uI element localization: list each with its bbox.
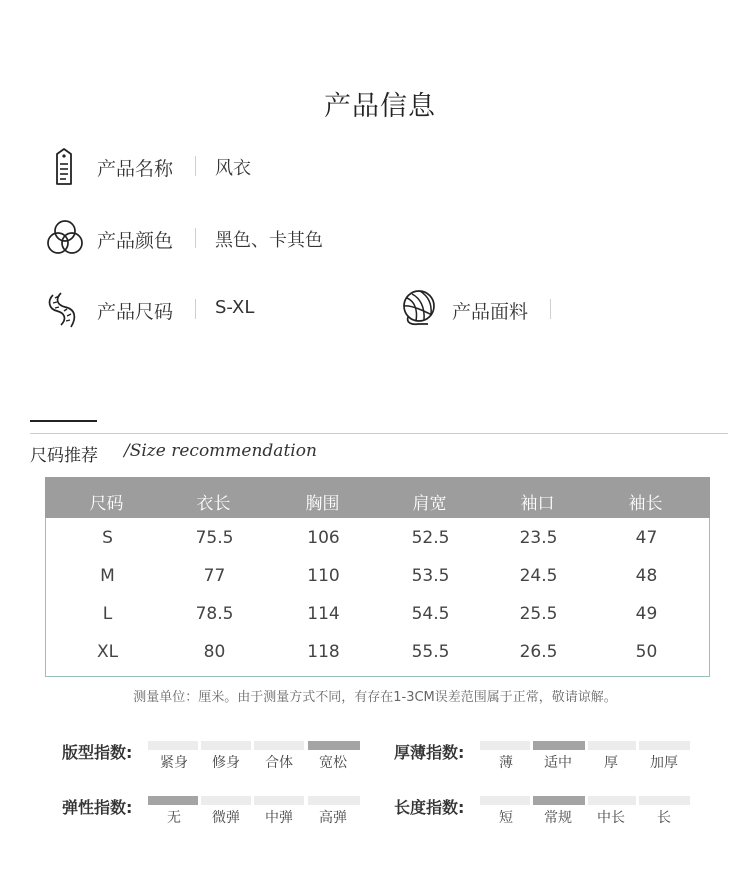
table-header-cell: 袖口 <box>520 494 555 514</box>
index-segment <box>588 796 636 805</box>
table-cell: 110 <box>307 566 340 586</box>
index-segment <box>480 741 530 750</box>
info-row-size <box>45 289 365 329</box>
table-cell: 114 <box>307 604 340 624</box>
index-option: 无 <box>167 810 181 826</box>
index-option: 微弹 <box>212 810 240 826</box>
table-cell: 24.5 <box>519 566 558 586</box>
info-value-name: 风衣 <box>215 158 251 179</box>
info-value-color: 黑色、卡其色 <box>215 230 323 251</box>
table-header-cell: 肩宽 <box>412 494 447 514</box>
index-segment <box>533 796 585 805</box>
index-option: 中长 <box>597 810 625 826</box>
index-label-elasticity: 弹性指数: <box>62 798 133 817</box>
index-option: 合体 <box>265 755 293 771</box>
yarn-ball-icon <box>400 289 440 329</box>
table-row <box>46 528 709 566</box>
index-label-length: 长度指数: <box>394 798 465 817</box>
size-section-title: 尺码推荐 <box>30 446 98 466</box>
table-cell: M <box>100 566 115 586</box>
index-option: 中弹 <box>265 810 293 826</box>
measurement-note: 测量单位：厘米。由于测量方式不同，有存在1-3CM误差范围属于正常，敬请谅解。 <box>133 690 617 705</box>
table-header-cell: 胸围 <box>305 494 340 514</box>
table-cell: 80 <box>203 642 226 662</box>
table-cell: 49 <box>635 604 658 624</box>
table-row <box>46 642 709 680</box>
table-header-cell: 尺码 <box>89 494 124 514</box>
page-title: 产品信息 <box>324 91 436 122</box>
index-segment <box>480 796 530 805</box>
table-cell: 23.5 <box>519 528 558 548</box>
table-cell: 47 <box>635 528 658 548</box>
color-circles-icon <box>45 218 85 258</box>
index-option: 宽松 <box>319 755 347 771</box>
index-label-fit: 版型指数: <box>62 743 133 762</box>
index-segment <box>308 741 360 750</box>
index-option: 短 <box>499 810 513 826</box>
index-option: 常规 <box>544 810 572 826</box>
table-cell: 54.5 <box>411 604 450 624</box>
separator <box>550 299 551 319</box>
info-value-size: S-XL <box>215 297 255 318</box>
info-label-color: 产品颜色 <box>97 230 174 252</box>
index-option: 薄 <box>499 755 513 771</box>
index-option: 加厚 <box>650 755 678 771</box>
size-table <box>45 477 710 677</box>
table-cell: S <box>102 528 113 548</box>
separator <box>195 228 196 248</box>
separator <box>195 299 196 319</box>
index-segment <box>148 741 198 750</box>
index-option: 适中 <box>544 755 572 771</box>
info-label-fabric: 产品面料 <box>452 301 529 323</box>
index-label-thickness: 厚薄指数: <box>394 743 465 762</box>
info-row-color <box>45 218 365 258</box>
table-cell: 50 <box>635 642 658 662</box>
table-cell: 118 <box>307 642 340 662</box>
table-row <box>46 566 709 604</box>
table-header <box>45 477 710 518</box>
index-option: 修身 <box>212 755 240 771</box>
info-label-name: 产品名称 <box>97 158 174 180</box>
index-option: 高弹 <box>319 810 347 826</box>
tape-measure-icon <box>45 289 85 329</box>
index-segment <box>639 796 690 805</box>
table-cell: L <box>102 604 113 624</box>
table-cell: 75.5 <box>195 528 234 548</box>
index-segment <box>201 796 251 805</box>
table-cell: 53.5 <box>411 566 450 586</box>
section-divider <box>30 433 728 434</box>
info-row-fabric <box>400 289 720 329</box>
separator <box>195 156 196 176</box>
table-cell: 52.5 <box>411 528 450 548</box>
index-segment <box>588 741 636 750</box>
index-segment <box>254 741 304 750</box>
table-cell: 78.5 <box>195 604 234 624</box>
index-segment <box>148 796 198 805</box>
info-row-name <box>45 146 365 186</box>
tag-icon <box>45 146 85 186</box>
index-segment <box>201 741 251 750</box>
table-row <box>46 604 709 642</box>
index-option: 厚 <box>604 755 618 771</box>
table-cell: 77 <box>203 566 226 586</box>
index-segment <box>308 796 360 805</box>
index-segment <box>639 741 690 750</box>
table-cell: 48 <box>635 566 658 586</box>
table-cell: 25.5 <box>519 604 558 624</box>
index-option: 长 <box>657 810 671 826</box>
table-cell: 55.5 <box>411 642 450 662</box>
table-cell: XL <box>96 642 119 662</box>
section-accent-line <box>30 420 97 422</box>
index-segment <box>533 741 585 750</box>
index-option: 紧身 <box>160 755 188 771</box>
size-section-subtitle: /Size recommendation <box>124 441 317 461</box>
table-cell: 26.5 <box>519 642 558 662</box>
info-label-size: 产品尺码 <box>97 301 174 323</box>
index-segment <box>254 796 304 805</box>
table-header-cell: 衣长 <box>196 494 231 514</box>
table-header-cell: 袖长 <box>628 494 663 514</box>
table-cell: 106 <box>307 528 340 548</box>
